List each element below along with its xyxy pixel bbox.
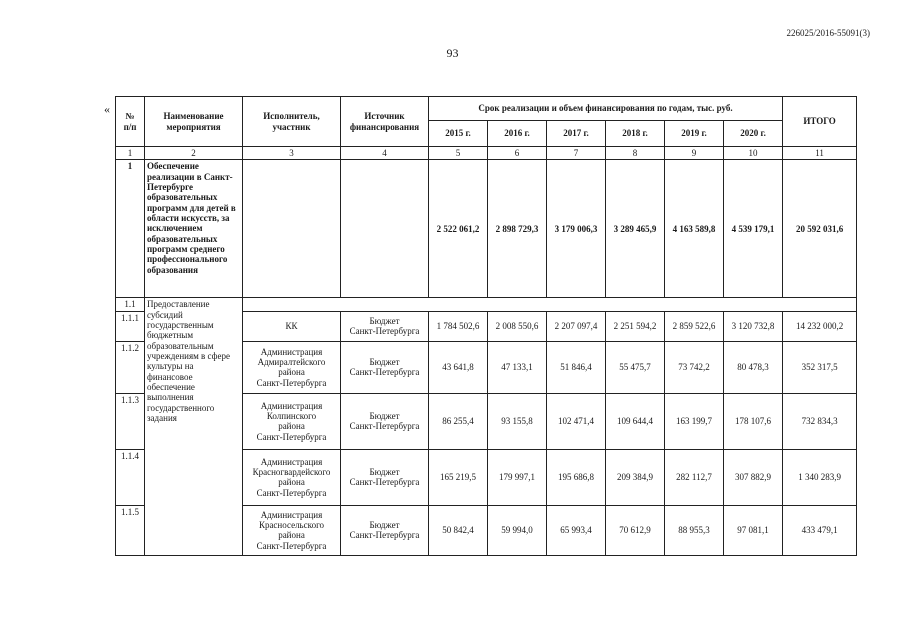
header-year: 2019 г. [665, 121, 724, 147]
row-value: 109 644,4 [606, 393, 665, 449]
section-value: 2 522 061,2 [429, 160, 488, 298]
row-value: 165 219,5 [429, 449, 488, 505]
row-number: 1.1.2 [116, 341, 145, 393]
row-source: Бюджет Санкт-Петербурга [341, 341, 429, 393]
document-id: 226025/2016-55091(3) [786, 28, 870, 38]
section-value: 4 163 589,8 [665, 160, 724, 298]
column-index: 10 [724, 147, 783, 160]
column-index: 6 [488, 147, 547, 160]
row-executor: Администрация Адмиралтейского района Санкт-Петербурга [243, 341, 341, 393]
row-value: 55 475,7 [606, 341, 665, 393]
budget-table [115, 96, 857, 556]
row-value: 47 133,1 [488, 341, 547, 393]
row-value: 282 112,7 [665, 449, 724, 505]
row-number: 1.1.3 [116, 393, 145, 449]
row-value: 88 955,3 [665, 505, 724, 555]
row-value: 178 107,6 [724, 393, 783, 449]
section-name: Обеспечение реализации в Санкт-Петербурге образовательных программ для детей в области искусств, за исключением образовательных программ среднего профессионального образования [145, 160, 243, 298]
row-executor: Администрация Колпинского района Санкт-Петербурга [243, 393, 341, 449]
row-value: 50 842,4 [429, 505, 488, 555]
row-source: Бюджет Санкт-Петербурга [341, 393, 429, 449]
row-source: Бюджет Санкт-Петербурга [341, 505, 429, 555]
row-number: 1.1.4 [116, 449, 145, 505]
row-value: 65 993,4 [547, 505, 606, 555]
header-num: № п/п [116, 97, 145, 147]
column-index: 11 [783, 147, 857, 160]
header-year: 2018 г. [606, 121, 665, 147]
row-value: 163 199,7 [665, 393, 724, 449]
row-value: 2 251 594,2 [606, 311, 665, 341]
row-number: 1.1.5 [116, 505, 145, 555]
row-total: 732 834,3 [783, 393, 857, 449]
row-executor: Администрация Красногвардейского района Санкт-Петербурга [243, 449, 341, 505]
row-value: 1 784 502,6 [429, 311, 488, 341]
row-value: 43 641,8 [429, 341, 488, 393]
row-value: 59 994,0 [488, 505, 547, 555]
section-value: 4 539 179,1 [724, 160, 783, 298]
row-executor: Администрация Красносельского района Санкт-Петербурга [243, 505, 341, 555]
row-total: 1 340 283,9 [783, 449, 857, 505]
row-value: 86 255,4 [429, 393, 488, 449]
row-value: 2 207 097,4 [547, 311, 606, 341]
row-total: 14 232 000,2 [783, 311, 857, 341]
row-value: 195 686,8 [547, 449, 606, 505]
row-value: 51 846,4 [547, 341, 606, 393]
row-value: 2 008 550,6 [488, 311, 547, 341]
subsection-blank [243, 298, 857, 311]
row-value: 70 612,9 [606, 505, 665, 555]
column-index: 2 [145, 147, 243, 160]
row-value: 3 120 732,8 [724, 311, 783, 341]
header-year: 2020 г. [724, 121, 783, 147]
subsection-row [116, 298, 857, 311]
section-total: 20 592 031,6 [783, 160, 857, 298]
row-value: 93 155,8 [488, 393, 547, 449]
header-year: 2017 г. [547, 121, 606, 147]
row-value: 307 882,9 [724, 449, 783, 505]
header-source: Источник финансирования [341, 97, 429, 147]
row-value: 80 478,3 [724, 341, 783, 393]
row-value: 2 859 522,6 [665, 311, 724, 341]
column-index: 7 [547, 147, 606, 160]
row-executor: КК [243, 311, 341, 341]
column-index: 4 [341, 147, 429, 160]
column-index: 8 [606, 147, 665, 160]
row-source: Бюджет Санкт-Петербурга [341, 311, 429, 341]
column-index: 5 [429, 147, 488, 160]
section-value: 3 179 006,3 [547, 160, 606, 298]
header-row-1 [116, 97, 857, 121]
section-executor-empty [243, 160, 341, 298]
row-total: 352 317,5 [783, 341, 857, 393]
row-value: 102 471,4 [547, 393, 606, 449]
row-value: 97 081,1 [724, 505, 783, 555]
subsection-number: 1.1 [116, 298, 145, 311]
column-index: 1 [116, 147, 145, 160]
header-total: ИТОГО [783, 97, 857, 147]
header-year: 2015 г. [429, 121, 488, 147]
header-executor: Исполнитель, участник [243, 97, 341, 147]
header-name: Наименование мероприятия [145, 97, 243, 147]
column-index-row [116, 147, 857, 160]
row-value: 209 384,9 [606, 449, 665, 505]
opening-quote-mark: « [104, 102, 110, 116]
section-number: 1 [116, 160, 145, 298]
row-value: 179 997,1 [488, 449, 547, 505]
section-value: 3 289 465,9 [606, 160, 665, 298]
row-total: 433 479,1 [783, 505, 857, 555]
section-row [116, 160, 857, 298]
header-period: Срок реализации и объем финансирования по годам, тыс. руб. [429, 97, 783, 121]
section-value: 2 898 729,3 [488, 160, 547, 298]
page-number: 93 [446, 46, 459, 60]
subsection-name: Предоставление субсидий государственным бюджетным образовательным учреждениям в сфере культуры на финансовое обеспечение выполнения государственного задания [145, 298, 243, 555]
column-index: 9 [665, 147, 724, 160]
column-index: 3 [243, 147, 341, 160]
header-year: 2016 г. [488, 121, 547, 147]
row-source: Бюджет Санкт-Петербурга [341, 449, 429, 505]
row-value: 73 742,2 [665, 341, 724, 393]
section-source-empty [341, 160, 429, 298]
row-number: 1.1.1 [116, 311, 145, 341]
